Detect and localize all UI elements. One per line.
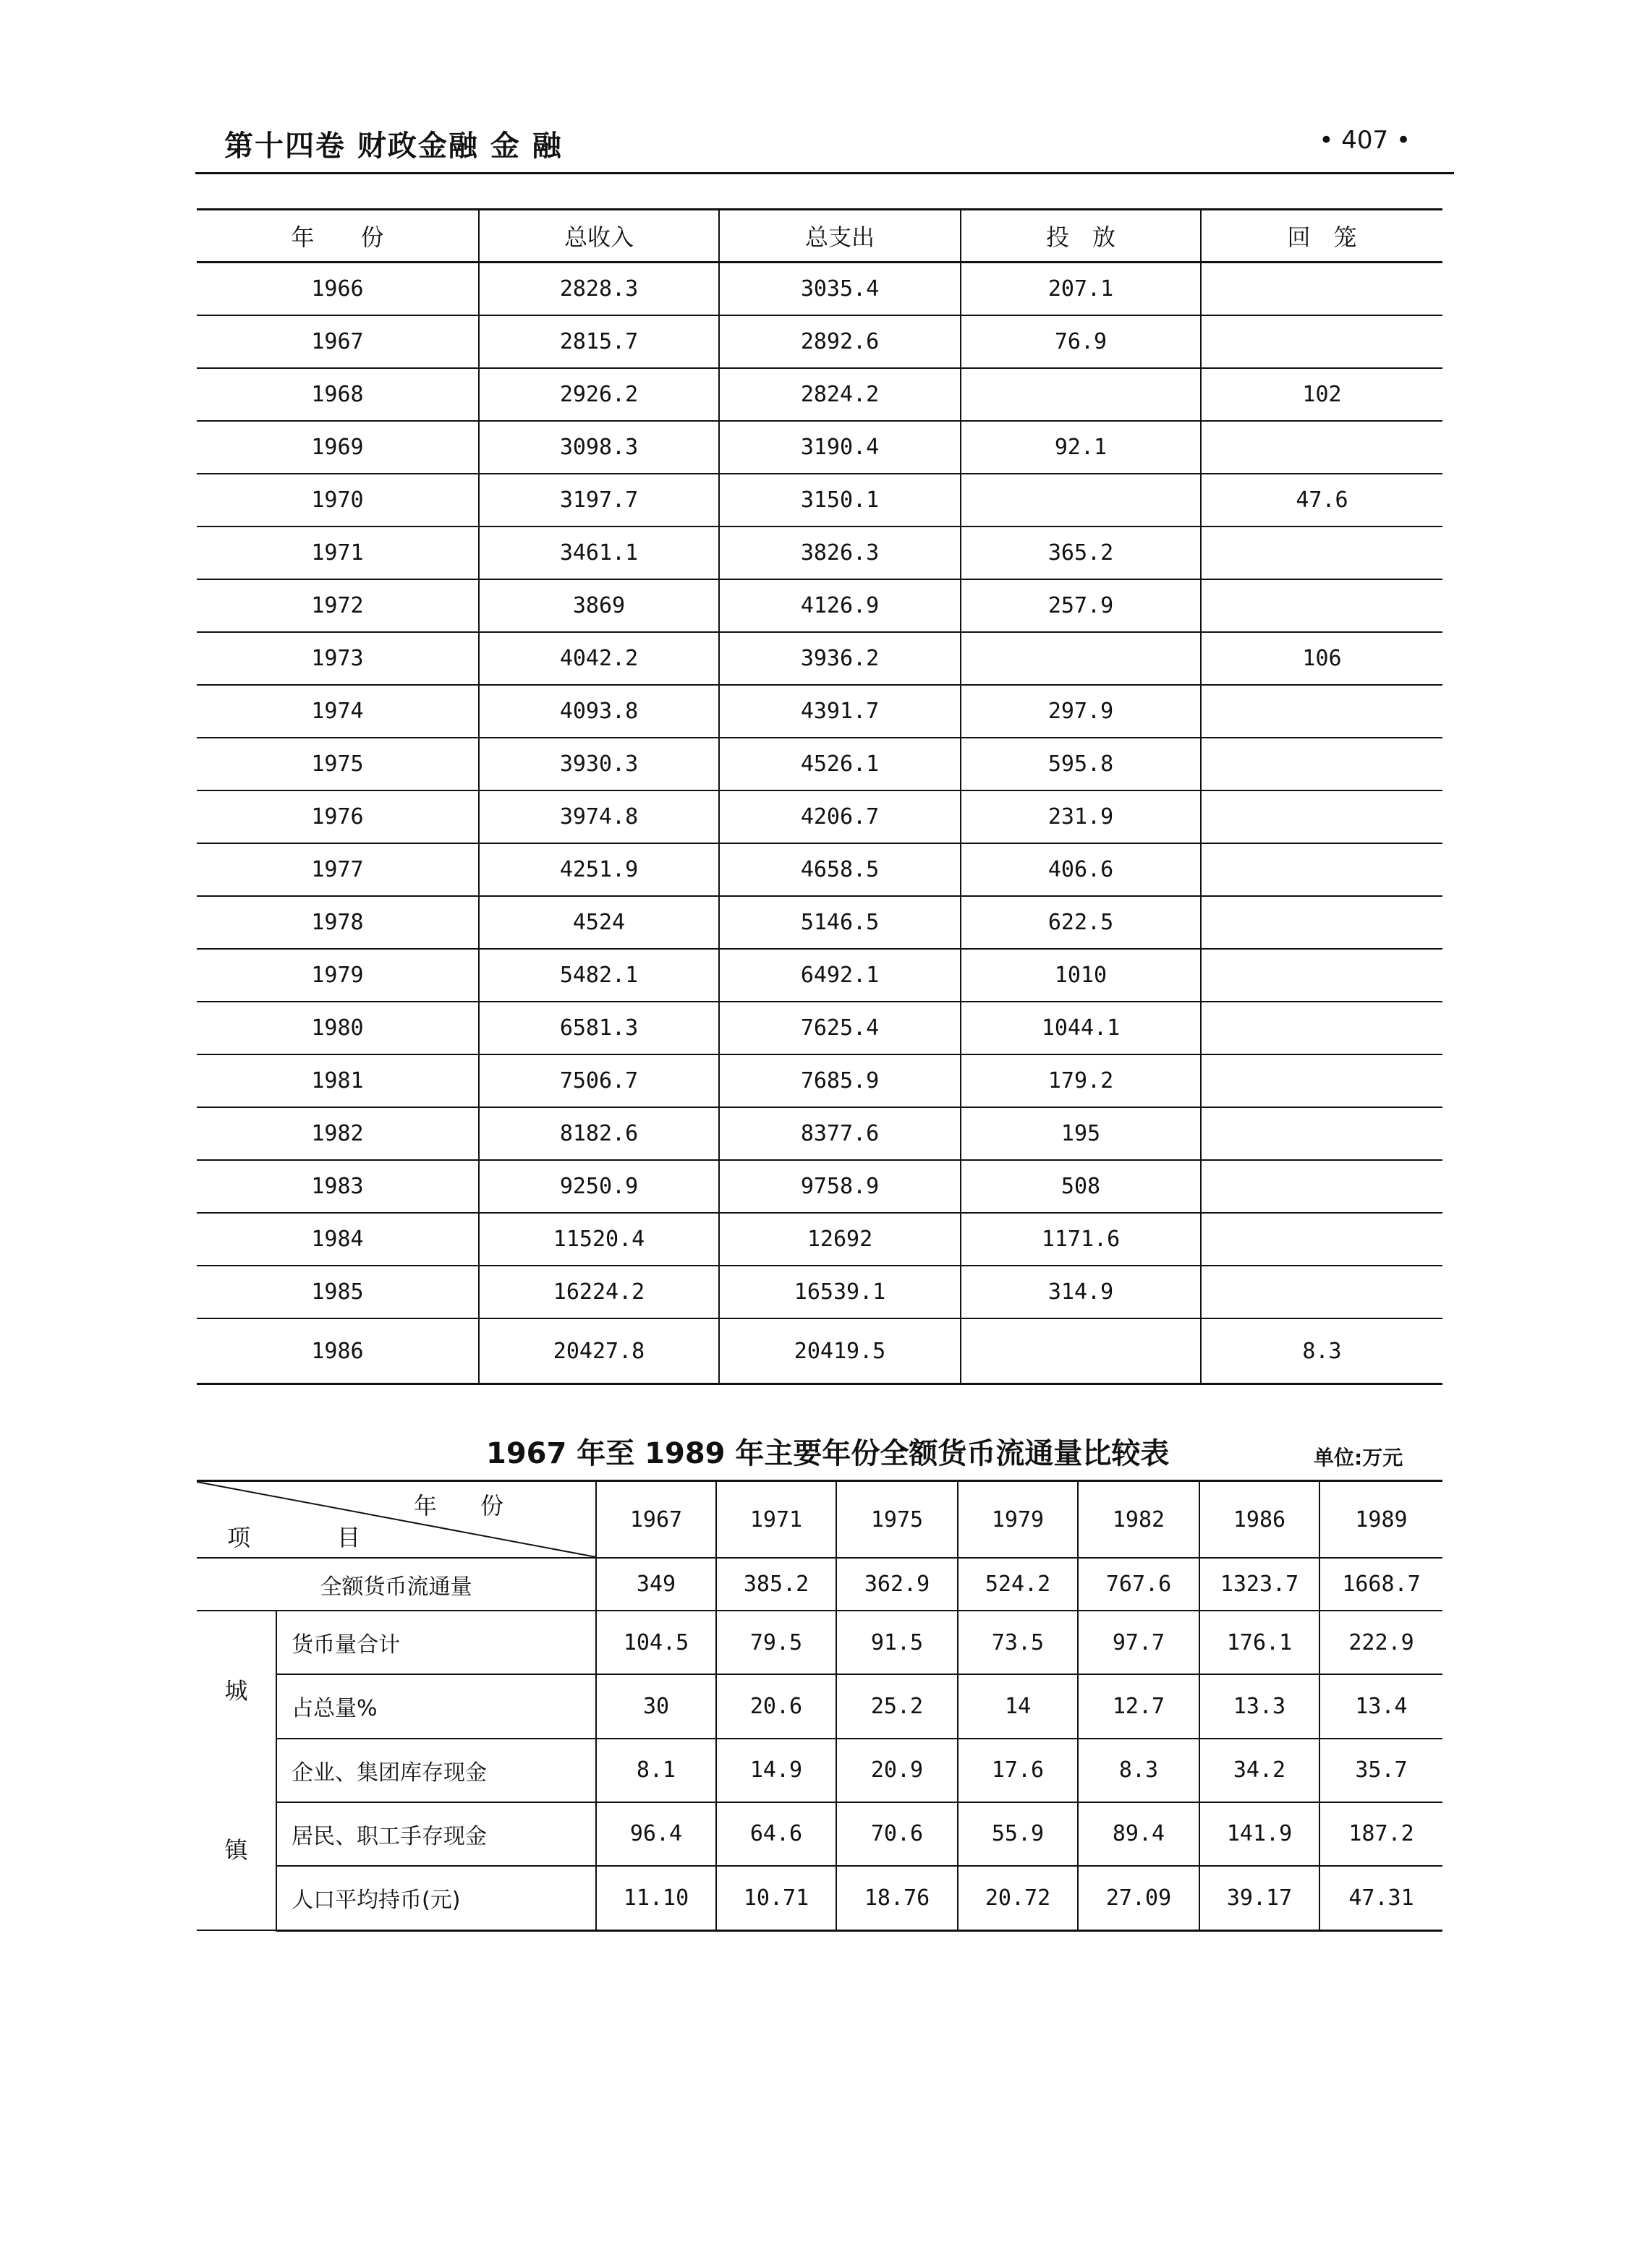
corner-year-label: 年份 bbox=[414, 1492, 548, 1519]
table-cell: 4093.8 bbox=[479, 685, 719, 738]
table2-unit: 单位:万元 bbox=[1314, 1446, 1403, 1470]
corner-diagonal-cell bbox=[197, 1481, 596, 1559]
table-cell: 8.1 bbox=[596, 1739, 716, 1802]
year-header: 1989 bbox=[1319, 1481, 1442, 1559]
table-cell: 2828.3 bbox=[479, 263, 719, 316]
table-row bbox=[197, 579, 1442, 632]
table-cell: 70.6 bbox=[836, 1802, 958, 1866]
table-cell bbox=[1201, 1054, 1442, 1107]
col-header-total-revenue: 总收入 bbox=[479, 210, 719, 263]
table-cell: 6581.3 bbox=[479, 1002, 719, 1054]
table-cell: 79.5 bbox=[716, 1611, 836, 1674]
table-cell: 64.6 bbox=[716, 1802, 836, 1866]
table-cell: 3936.2 bbox=[719, 632, 961, 685]
table-cell bbox=[1201, 1213, 1442, 1266]
table-row bbox=[197, 896, 1442, 949]
table-cell: 12692 bbox=[719, 1213, 961, 1266]
row-label: 占总量% bbox=[276, 1674, 596, 1738]
table-row bbox=[197, 1107, 1442, 1160]
table-cell: 4658.5 bbox=[719, 843, 961, 896]
table-row bbox=[197, 421, 1442, 474]
table-row bbox=[197, 949, 1442, 1002]
table-cell: 2926.2 bbox=[479, 368, 719, 421]
table-cell: 20427.8 bbox=[479, 1318, 719, 1384]
col-header-year: 年 份 bbox=[197, 210, 479, 263]
group-label-top: 城 bbox=[224, 1677, 248, 1705]
table-row bbox=[197, 1054, 1442, 1107]
table-cell bbox=[1201, 896, 1442, 949]
year-header: 1982 bbox=[1078, 1481, 1199, 1559]
table-cell: 96.4 bbox=[596, 1802, 716, 1866]
year-cell: 1969 bbox=[197, 421, 479, 474]
year-header: 1971 bbox=[716, 1481, 836, 1559]
table-row bbox=[197, 1318, 1442, 1384]
year-cell: 1985 bbox=[197, 1266, 479, 1318]
table-cell: 92.1 bbox=[961, 421, 1201, 474]
table-cell: 11.10 bbox=[596, 1866, 716, 1930]
year-cell: 1975 bbox=[197, 738, 479, 790]
year-cell: 1977 bbox=[197, 843, 479, 896]
table-cell bbox=[961, 632, 1201, 685]
table-cell: 4524 bbox=[479, 896, 719, 949]
running-head-title: 第十四卷 财政金融 金 融 bbox=[224, 129, 563, 163]
group-label-bottom: 镇 bbox=[224, 1836, 248, 1864]
table-row bbox=[197, 368, 1442, 421]
table-cell: 4206.7 bbox=[719, 790, 961, 843]
table-cell: 106 bbox=[1201, 632, 1442, 685]
table-cell: 2892.6 bbox=[719, 315, 961, 368]
year-cell: 1978 bbox=[197, 896, 479, 949]
table-cell bbox=[1201, 685, 1442, 738]
table-cell: 349 bbox=[596, 1558, 716, 1611]
table-cell: 16224.2 bbox=[479, 1266, 719, 1318]
row-label: 人口平均持币(元) bbox=[276, 1866, 596, 1930]
table-cell: 5482.1 bbox=[479, 949, 719, 1002]
table-cell bbox=[961, 1318, 1201, 1384]
year-cell: 1971 bbox=[197, 526, 479, 579]
table-cell: 362.9 bbox=[836, 1558, 958, 1611]
table-cell: 8.3 bbox=[1201, 1318, 1442, 1384]
year-cell: 1973 bbox=[197, 632, 479, 685]
table-cell: 89.4 bbox=[1078, 1802, 1199, 1866]
table-cell: 11520.4 bbox=[479, 1213, 719, 1266]
table-cell bbox=[961, 474, 1201, 526]
table-cell: 1010 bbox=[961, 949, 1201, 1002]
year-cell: 1967 bbox=[197, 315, 479, 368]
table2-header-row bbox=[197, 1481, 1442, 1559]
table-cell: 1668.7 bbox=[1319, 1558, 1442, 1611]
table-row bbox=[197, 1802, 1442, 1866]
table-cell: 39.17 bbox=[1199, 1866, 1319, 1930]
table-cell: 4526.1 bbox=[719, 738, 961, 790]
table-cell bbox=[961, 368, 1201, 421]
table-cell: 18.76 bbox=[836, 1866, 958, 1930]
table-cell bbox=[1201, 421, 1442, 474]
year-cell: 1980 bbox=[197, 1002, 479, 1054]
table-cell: 25.2 bbox=[836, 1674, 958, 1738]
table-cell: 3826.3 bbox=[719, 526, 961, 579]
table-cell: 3930.3 bbox=[479, 738, 719, 790]
table-row bbox=[197, 632, 1442, 685]
table-cell: 767.6 bbox=[1078, 1558, 1199, 1611]
revenue-expenditure-table bbox=[197, 208, 1442, 1385]
table-cell: 4042.2 bbox=[479, 632, 719, 685]
table-cell: 365.2 bbox=[961, 526, 1201, 579]
table-cell: 20419.5 bbox=[719, 1318, 961, 1384]
table-cell: 9250.9 bbox=[479, 1160, 719, 1213]
table-cell: 3098.3 bbox=[479, 421, 719, 474]
table-cell: 20.72 bbox=[958, 1866, 1078, 1930]
table-cell: 222.9 bbox=[1319, 1611, 1442, 1674]
table-cell: 8182.6 bbox=[479, 1107, 719, 1160]
table-cell: 508 bbox=[961, 1160, 1201, 1213]
total-circulation-row bbox=[197, 1558, 1442, 1611]
table-cell bbox=[1201, 843, 1442, 896]
year-header: 1975 bbox=[836, 1481, 958, 1559]
table-cell: 195 bbox=[961, 1107, 1201, 1160]
table-cell: 187.2 bbox=[1319, 1802, 1442, 1866]
table-cell: 207.1 bbox=[961, 263, 1201, 316]
table-cell: 35.7 bbox=[1319, 1739, 1442, 1802]
table-row bbox=[197, 1866, 1442, 1930]
table-row bbox=[197, 1213, 1442, 1266]
table-cell: 91.5 bbox=[836, 1611, 958, 1674]
table-cell: 16539.1 bbox=[719, 1266, 961, 1318]
table-header-row bbox=[197, 210, 1442, 263]
table-cell: 5146.5 bbox=[719, 896, 961, 949]
table-cell: 73.5 bbox=[958, 1611, 1078, 1674]
year-cell: 1981 bbox=[197, 1054, 479, 1107]
table-cell: 3190.4 bbox=[719, 421, 961, 474]
year-header: 1967 bbox=[596, 1481, 716, 1559]
corner-item-label: 项目 bbox=[227, 1524, 448, 1551]
col-header-total-expenditure: 总支出 bbox=[719, 210, 961, 263]
table-row bbox=[197, 1611, 1442, 1674]
table-row bbox=[197, 1002, 1442, 1054]
table-cell: 10.71 bbox=[716, 1866, 836, 1930]
table-cell: 3150.1 bbox=[719, 474, 961, 526]
table-cell: 3197.7 bbox=[479, 474, 719, 526]
table-cell bbox=[1201, 263, 1442, 316]
table-cell bbox=[1201, 1160, 1442, 1213]
table-cell: 20.6 bbox=[716, 1674, 836, 1738]
table-cell: 1044.1 bbox=[961, 1002, 1201, 1054]
table-cell: 297.9 bbox=[961, 685, 1201, 738]
table-cell: 34.2 bbox=[1199, 1739, 1319, 1802]
table-row bbox=[197, 738, 1442, 790]
table-cell: 314.9 bbox=[961, 1266, 1201, 1318]
table-cell: 7506.7 bbox=[479, 1054, 719, 1107]
header-rule bbox=[195, 172, 1454, 174]
table-cell: 622.5 bbox=[961, 896, 1201, 949]
table-cell: 13.3 bbox=[1199, 1674, 1319, 1738]
table-cell: 3974.8 bbox=[479, 790, 719, 843]
table-cell: 76.9 bbox=[961, 315, 1201, 368]
page-number: • 407 • bbox=[1319, 126, 1411, 155]
table-cell: 47.6 bbox=[1201, 474, 1442, 526]
table-cell: 2824.2 bbox=[719, 368, 961, 421]
table-cell: 20.9 bbox=[836, 1739, 958, 1802]
currency-circulation-table bbox=[197, 1480, 1442, 1932]
table-cell bbox=[1201, 1266, 1442, 1318]
table2-title: 1967 年至 1989 年主要年份全额货币流通量比较表 bbox=[486, 1437, 1170, 1470]
table-cell bbox=[1201, 1107, 1442, 1160]
table-row bbox=[197, 1674, 1442, 1738]
table-cell bbox=[1201, 738, 1442, 790]
table-row bbox=[197, 1266, 1442, 1318]
table-cell: 14 bbox=[958, 1674, 1078, 1738]
col-header-issuance: 投 放 bbox=[961, 210, 1201, 263]
row-label: 全额货币流通量 bbox=[197, 1558, 596, 1611]
table-cell: 13.4 bbox=[1319, 1674, 1442, 1738]
table-row bbox=[197, 315, 1442, 368]
year-cell: 1983 bbox=[197, 1160, 479, 1213]
table-cell: 7685.9 bbox=[719, 1054, 961, 1107]
table-cell: 3035.4 bbox=[719, 263, 961, 316]
table-cell: 1171.6 bbox=[961, 1213, 1201, 1266]
table-row bbox=[197, 843, 1442, 896]
table-cell: 4391.7 bbox=[719, 685, 961, 738]
table-cell: 1323.7 bbox=[1199, 1558, 1319, 1611]
table-cell: 4126.9 bbox=[719, 579, 961, 632]
table-cell bbox=[1201, 1002, 1442, 1054]
table-cell: 55.9 bbox=[958, 1802, 1078, 1866]
col-header-withdrawal: 回 笼 bbox=[1201, 210, 1442, 263]
table-cell bbox=[1201, 949, 1442, 1002]
year-header: 1986 bbox=[1199, 1481, 1319, 1559]
row-label: 企业、集团库存现金 bbox=[276, 1739, 596, 1802]
table-cell bbox=[1201, 526, 1442, 579]
table-cell: 4251.9 bbox=[479, 843, 719, 896]
table-cell: 406.6 bbox=[961, 843, 1201, 896]
table-cell: 6492.1 bbox=[719, 949, 961, 1002]
table-cell: 595.8 bbox=[961, 738, 1201, 790]
table-cell: 231.9 bbox=[961, 790, 1201, 843]
table-row bbox=[197, 1739, 1442, 1802]
table-row bbox=[197, 526, 1442, 579]
urban-group-label bbox=[197, 1611, 276, 1930]
table-cell: 9758.9 bbox=[719, 1160, 961, 1213]
table-row bbox=[197, 474, 1442, 526]
table-row bbox=[197, 263, 1442, 316]
table-cell: 12.7 bbox=[1078, 1674, 1199, 1738]
year-cell: 1974 bbox=[197, 685, 479, 738]
year-cell: 1982 bbox=[197, 1107, 479, 1160]
row-label: 居民、职工手存现金 bbox=[276, 1802, 596, 1866]
table-row bbox=[197, 1160, 1442, 1213]
table-cell: 17.6 bbox=[958, 1739, 1078, 1802]
table-cell: 179.2 bbox=[961, 1054, 1201, 1107]
year-cell: 1984 bbox=[197, 1213, 479, 1266]
table-cell bbox=[1201, 790, 1442, 843]
table-cell: 257.9 bbox=[961, 579, 1201, 632]
table-cell: 104.5 bbox=[596, 1611, 716, 1674]
table-cell: 30 bbox=[596, 1674, 716, 1738]
table-cell bbox=[1201, 579, 1442, 632]
table-cell: 97.7 bbox=[1078, 1611, 1199, 1674]
table-cell: 27.09 bbox=[1078, 1866, 1199, 1930]
table-cell: 3869 bbox=[479, 579, 719, 632]
table-cell: 385.2 bbox=[716, 1558, 836, 1611]
table-cell: 2815.7 bbox=[479, 315, 719, 368]
table-cell: 8377.6 bbox=[719, 1107, 961, 1160]
table-cell: 14.9 bbox=[716, 1739, 836, 1802]
table-cell bbox=[1201, 315, 1442, 368]
table-cell: 47.31 bbox=[1319, 1866, 1442, 1930]
page-header bbox=[195, 116, 1454, 166]
table-cell: 7625.4 bbox=[719, 1002, 961, 1054]
table-cell: 176.1 bbox=[1199, 1611, 1319, 1674]
table-row bbox=[197, 790, 1442, 843]
table-cell: 3461.1 bbox=[479, 526, 719, 579]
year-cell: 1968 bbox=[197, 368, 479, 421]
table-cell: 8.3 bbox=[1078, 1739, 1199, 1802]
row-label: 货币量合计 bbox=[276, 1611, 596, 1674]
table-row bbox=[197, 685, 1442, 738]
year-cell: 1972 bbox=[197, 579, 479, 632]
year-cell: 1970 bbox=[197, 474, 479, 526]
year-cell: 1976 bbox=[197, 790, 479, 843]
table-cell: 524.2 bbox=[958, 1558, 1078, 1611]
year-header: 1979 bbox=[958, 1481, 1078, 1559]
year-cell: 1986 bbox=[197, 1318, 479, 1384]
table-cell: 141.9 bbox=[1199, 1802, 1319, 1866]
table-cell: 102 bbox=[1201, 368, 1442, 421]
year-cell: 1979 bbox=[197, 949, 479, 1002]
year-cell: 1966 bbox=[197, 263, 479, 316]
